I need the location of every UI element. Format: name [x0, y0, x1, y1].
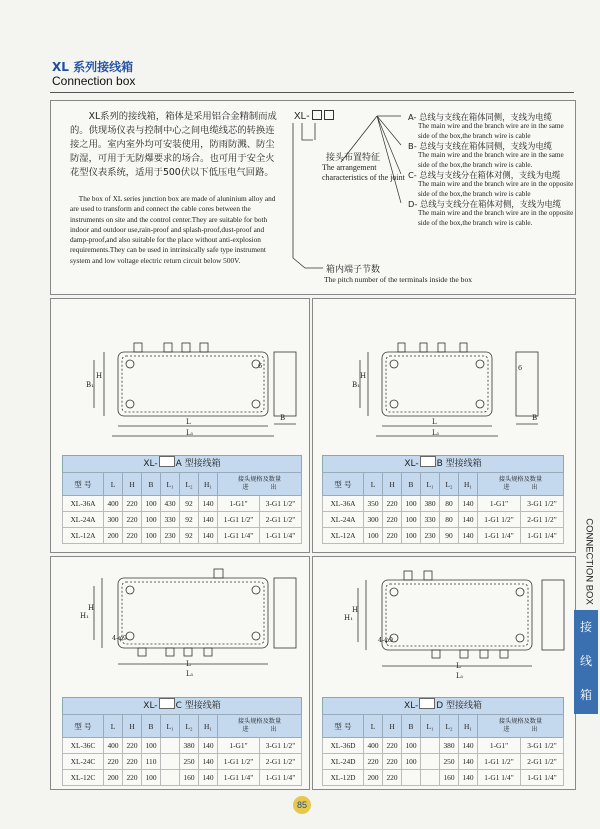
dim-d-L: L [456, 662, 461, 670]
table-cell: 140 [459, 754, 478, 770]
spec-out-label: 出 [531, 484, 538, 491]
table-cell: 1-G1" [218, 738, 260, 754]
table-cell: XL-12A [63, 528, 104, 544]
table-cell: 220 [383, 754, 402, 770]
table-cell: 400 [104, 738, 123, 754]
spec-in-label: 进 [503, 726, 510, 733]
table-cell: 100 [142, 528, 161, 544]
dim-c-L: L [186, 660, 191, 668]
table-row [63, 770, 302, 786]
dim-b-B1: B₁ [352, 381, 360, 389]
table-cell: 330 [421, 512, 440, 528]
type-box [159, 698, 175, 709]
option-d [408, 199, 574, 228]
table-row [323, 770, 564, 786]
col-header-b: B [142, 715, 161, 738]
dim-a-L1: L₁ [186, 429, 194, 437]
option-a-zh: A- 总线与支线在箱体同侧，支线为电缆 [408, 112, 552, 122]
section-tab-char-1: 接 [579, 620, 592, 634]
table-cell: XL-36C [63, 738, 104, 754]
table-cell: 140 [459, 738, 478, 754]
spec-subheader [478, 484, 563, 492]
table-cell: 230 [161, 528, 180, 544]
table-cell: 140 [459, 528, 478, 544]
table-cell: XL-36D [323, 738, 364, 754]
table-cell: 1-G1 1/2" [478, 754, 521, 770]
table-cell: 220 [123, 528, 142, 544]
option-c-en: The main wire and the branch wire are in the opposite side of the box,the branch wire is cable [418, 180, 574, 198]
col-header-h: H [383, 715, 402, 738]
col-header-b: B [402, 715, 421, 738]
table-cell [161, 754, 180, 770]
table-cell: 140 [459, 496, 478, 512]
spec-subheader [478, 726, 563, 734]
table-d-prefix: XL- [403, 701, 419, 711]
table-cell: 100 [402, 738, 421, 754]
table-cell: 220 [383, 770, 402, 786]
table-cell [421, 770, 440, 786]
intro-text-zh: XL系列的接线箱，箱体是采用铝合金精制而成的。供现场仪表与控制中心之间电缆线芯的转换连接之用。室内室外均可安装使用，防雨防溅、防尘防湿，可用于无防爆要求的场合。也可用于安全火花型仪表系统，适用于500伏以下低压电气回路。 [70, 111, 277, 178]
col-header-h: H [123, 473, 142, 496]
col-header-l: L [104, 715, 123, 738]
option-b-en: The main wire and the branch wire are in the same side of the box,the branch wire is cable. [418, 151, 564, 169]
col-header-h1: H₁ [199, 715, 218, 738]
dim-c-L1: L₁ [186, 670, 194, 678]
table-cell: 1-G1 1/4" [260, 770, 302, 786]
table-cell: 100 [402, 754, 421, 770]
table-cell: 220 [123, 512, 142, 528]
table-cell: 1-G1" [478, 738, 521, 754]
col-header-model: 型 号 [63, 715, 104, 738]
table-cell: 100 [402, 496, 421, 512]
table-cell: XL-12A [323, 528, 364, 544]
table-cell: XL-36A [323, 496, 364, 512]
dim-c-holes: 4-φ9 [112, 634, 128, 642]
table-cell: 200 [104, 528, 123, 544]
table-row [63, 738, 302, 754]
table-cell: 200 [104, 770, 123, 786]
table-cell: 1-G1 1/4" [521, 528, 564, 544]
dim-a-6: 6 [258, 362, 263, 370]
table-cell: 1-G1 1/2" [218, 512, 260, 528]
option-c [408, 170, 574, 199]
table-cell: 3-G1 1/2" [260, 496, 302, 512]
table-cell: 110 [142, 754, 161, 770]
table-cell: 3-G1 1/2" [260, 738, 302, 754]
table-cell: 400 [364, 738, 383, 754]
table-row [323, 754, 564, 770]
table-a [62, 472, 302, 544]
page-number: 85 [293, 796, 311, 814]
table-cell: 160 [440, 770, 459, 786]
page-title-en: Connection box [52, 74, 136, 88]
table-cell: 3-G1 1/2" [521, 496, 564, 512]
table-cell: 92 [180, 496, 199, 512]
designation-leader-lines [285, 110, 415, 280]
spec-subheader [218, 726, 301, 734]
col-header-l2: L₂ [180, 715, 199, 738]
table-cell: 1-G1" [218, 496, 260, 512]
dim-a-B: B [280, 414, 286, 422]
table-cell: 220 [383, 528, 402, 544]
col-header-h1: H₁ [199, 473, 218, 496]
table-c-title [62, 697, 302, 715]
table-cell: 1-G1 1/2" [478, 512, 521, 528]
option-d-zh: D- 总线与支线分在箱体对侧，支线为电缆 [408, 199, 562, 209]
table-cell: 92 [180, 512, 199, 528]
model-code-prefix: XL- [294, 111, 310, 122]
intro-text-en: The box of XL series junction box are made of aluninium alloy and are used to transform and connect the cable cores between the instruments on site and the control center.They are suitable for both indoor and outdoor use,rain-proof and splash-proof,dust-proof and damp-proof,and also suitable for the place without anti-explosion requirements.They can be used in intrinsically safe type instrument system and low voltage electric return circuit below 500V. [70, 194, 276, 265]
table-cell: 2-G1 1/2" [260, 754, 302, 770]
section-tab-char-2: 线 [579, 654, 592, 668]
table-row [63, 754, 302, 770]
table-header-row [63, 473, 302, 496]
spec-in-label: 进 [503, 484, 510, 491]
table-cell: 140 [199, 496, 218, 512]
table-cell: 80 [440, 512, 459, 528]
table-cell: 1-G1 1/4" [521, 770, 564, 786]
table-row [63, 528, 302, 544]
table-cell: 220 [383, 496, 402, 512]
spec-header-label: 接头规格及数量 [237, 718, 282, 725]
table-c [62, 714, 302, 786]
table-cell [421, 738, 440, 754]
dim-a-B1: B₁ [86, 381, 94, 389]
table-cell: 1-G1 1/4" [218, 528, 260, 544]
col-header-l1: L₁ [161, 715, 180, 738]
type-box [420, 456, 436, 467]
table-cell: 140 [459, 512, 478, 528]
table-cell: 100 [142, 770, 161, 786]
table-cell: 1-G1 1/4" [218, 770, 260, 786]
option-b-zh: B- 总线与支线在箱体同侧，支线为电缆 [408, 141, 553, 151]
dim-a-H: H [96, 372, 103, 380]
table-cell: 380 [421, 496, 440, 512]
table-cell: 3-G1 1/2" [521, 738, 564, 754]
table-cell: 1-G1 1/4" [260, 528, 302, 544]
dim-b-L1: L₁ [432, 429, 440, 437]
table-cell: 200 [364, 770, 383, 786]
table-cell: 300 [104, 512, 123, 528]
table-cell: 2-G1 1/2" [521, 512, 564, 528]
spec-out-label: 出 [270, 484, 277, 491]
col-header-l2: L₂ [440, 715, 459, 738]
col-header-b: B [402, 473, 421, 496]
dim-c-H: H [88, 604, 95, 612]
option-a [408, 112, 574, 141]
spec-header-label: 接头规格及数量 [498, 718, 543, 725]
table-cell: 430 [161, 496, 180, 512]
table-cell: 230 [421, 528, 440, 544]
col-header-spec [218, 715, 302, 738]
table-cell: 300 [364, 512, 383, 528]
type-box [159, 456, 175, 467]
table-header-row [323, 715, 564, 738]
table-row [323, 496, 564, 512]
table-cell: 220 [123, 770, 142, 786]
col-header-l: L [364, 473, 383, 496]
table-header-row [63, 715, 302, 738]
table-d-suffix: D 型接线箱 [436, 701, 483, 711]
dim-b-H: H [360, 372, 367, 380]
table-cell: 2-G1 1/2" [521, 754, 564, 770]
table-cell: 100 [364, 528, 383, 544]
spec-header-label: 接头规格及数量 [498, 476, 543, 483]
pitch-label-en: The pitch number of the terminals inside the box [324, 275, 473, 284]
option-b [408, 141, 574, 170]
table-cell: 330 [161, 512, 180, 528]
table-cell: 220 [383, 512, 402, 528]
table-cell: 350 [364, 496, 383, 512]
type-box [419, 698, 435, 709]
table-cell: XL-24C [63, 754, 104, 770]
table-cell: XL-24A [63, 512, 104, 528]
dim-d-holes: 4-φ9 [378, 636, 394, 644]
table-cell: 140 [199, 754, 218, 770]
col-header-l1: L₁ [421, 473, 440, 496]
table-d [322, 714, 564, 786]
table-cell: 220 [104, 754, 123, 770]
table-cell: 380 [180, 738, 199, 754]
dim-b-B: B [532, 414, 538, 422]
table-a-prefix: XL- [143, 459, 158, 469]
col-header-spec [218, 473, 302, 496]
table-cell: 220 [123, 496, 142, 512]
dim-b-L: L [432, 418, 437, 426]
spec-out-label: 出 [531, 726, 538, 733]
col-header-spec [478, 473, 564, 496]
page-title-zh: XL 系列接线箱 [52, 60, 134, 74]
table-cell: 1-G1 1/4" [478, 770, 521, 786]
table-cell [161, 738, 180, 754]
col-header-l: L [104, 473, 123, 496]
table-cell: 220 [383, 738, 402, 754]
table-cell: 160 [180, 770, 199, 786]
table-cell: 100 [142, 512, 161, 528]
spec-in-label: 进 [242, 484, 249, 491]
table-c-prefix: XL- [143, 701, 158, 711]
dim-d-H1: H₁ [344, 614, 353, 622]
header-rule [50, 92, 574, 93]
table-cell: 1-G1" [478, 496, 521, 512]
table-cell: 2-G1 1/2" [260, 512, 302, 528]
table-c-suffix: C 型接线箱 [175, 701, 221, 711]
table-cell: 140 [199, 528, 218, 544]
pitch-label-zh: 箱内端子节数 [326, 265, 381, 275]
section-tab-char-3: 箱 [579, 688, 592, 702]
table-cell: 140 [199, 512, 218, 528]
table-cell: 220 [123, 738, 142, 754]
dim-d-H: H [352, 606, 359, 614]
type-b-drawing [320, 334, 570, 444]
table-cell: XL-12D [323, 770, 364, 786]
table-cell: 250 [440, 754, 459, 770]
table-cell: 250 [180, 754, 199, 770]
table-cell: 400 [104, 496, 123, 512]
table-row [323, 528, 564, 544]
spec-in-label: 进 [242, 726, 249, 733]
table-cell: 380 [440, 738, 459, 754]
table-cell: 1-G1 1/4" [478, 528, 521, 544]
spec-out-label: 出 [270, 726, 277, 733]
dim-c-H1: H₁ [80, 612, 89, 620]
table-d-title [322, 697, 564, 715]
table-cell: 140 [199, 770, 218, 786]
col-header-h: H [383, 473, 402, 496]
col-header-h1: H₁ [459, 715, 478, 738]
table-cell: 140 [199, 738, 218, 754]
sidebar-label-text: CONNECTION BOX [583, 518, 595, 605]
col-header-l: L [364, 715, 383, 738]
arrangement-label-zh: 接头布置特征 [326, 153, 381, 163]
table-cell [402, 770, 421, 786]
type-c-drawing [54, 564, 304, 674]
col-header-l1: L₁ [161, 473, 180, 496]
dim-b-6: 6 [518, 364, 523, 372]
dim-a-L: L [186, 418, 191, 426]
col-header-l1: L₁ [421, 715, 440, 738]
col-header-spec [478, 715, 564, 738]
col-header-b: B [142, 473, 161, 496]
table-cell: 1-G1 1/2" [218, 754, 260, 770]
col-header-h: H [123, 715, 142, 738]
table-cell: 100 [402, 528, 421, 544]
col-header-h1: H₁ [459, 473, 478, 496]
table-header-row [323, 473, 564, 496]
option-c-zh: C- 总线与支线分在箱体对侧，支线为电缆 [408, 170, 561, 180]
spec-header-label: 接头规格及数量 [237, 476, 282, 483]
table-cell: XL-36A [63, 496, 104, 512]
table-cell: 140 [459, 770, 478, 786]
type-a-drawing [54, 338, 304, 448]
table-cell: 220 [123, 754, 142, 770]
table-cell: 100 [402, 512, 421, 528]
col-header-model: 型 号 [323, 473, 364, 496]
table-row [63, 496, 302, 512]
table-row [323, 512, 564, 528]
sidebar-label [576, 518, 596, 608]
table-cell: 100 [142, 738, 161, 754]
table-b-title [322, 455, 564, 473]
table-cell: 220 [364, 754, 383, 770]
spec-subheader [218, 484, 301, 492]
table-b-suffix: B 型接线箱 [436, 459, 482, 469]
table-cell: 90 [440, 528, 459, 544]
option-a-en: The main wire and the branch wire are in the same side of the box,the branch wire is cable [418, 122, 564, 140]
table-cell: XL-12C [63, 770, 104, 786]
table-cell: 80 [440, 496, 459, 512]
section-tab [574, 610, 598, 714]
table-row [63, 512, 302, 528]
table-cell: 92 [180, 528, 199, 544]
type-d-drawing [320, 566, 570, 676]
table-cell: XL-24D [323, 754, 364, 770]
dim-d-L1: L₁ [456, 672, 464, 680]
table-row [323, 738, 564, 754]
table-cell [161, 770, 180, 786]
table-cell [421, 754, 440, 770]
table-cell: XL-24A [323, 512, 364, 528]
table-cell: 100 [142, 496, 161, 512]
table-b [322, 472, 564, 544]
option-d-en: The main wire and the branch wire are in the opposite side of the box,the branch wire is cable. [418, 209, 574, 227]
table-b-prefix: XL- [404, 459, 419, 469]
arrangement-label-en: The arrangement characteristics of the joint [322, 163, 405, 182]
table-a-title [62, 455, 302, 473]
col-header-l2: L₂ [440, 473, 459, 496]
col-header-model: 型 号 [63, 473, 104, 496]
col-header-l2: L₂ [180, 473, 199, 496]
table-a-suffix: A 型接线箱 [175, 459, 221, 469]
col-header-model: 型 号 [323, 715, 364, 738]
